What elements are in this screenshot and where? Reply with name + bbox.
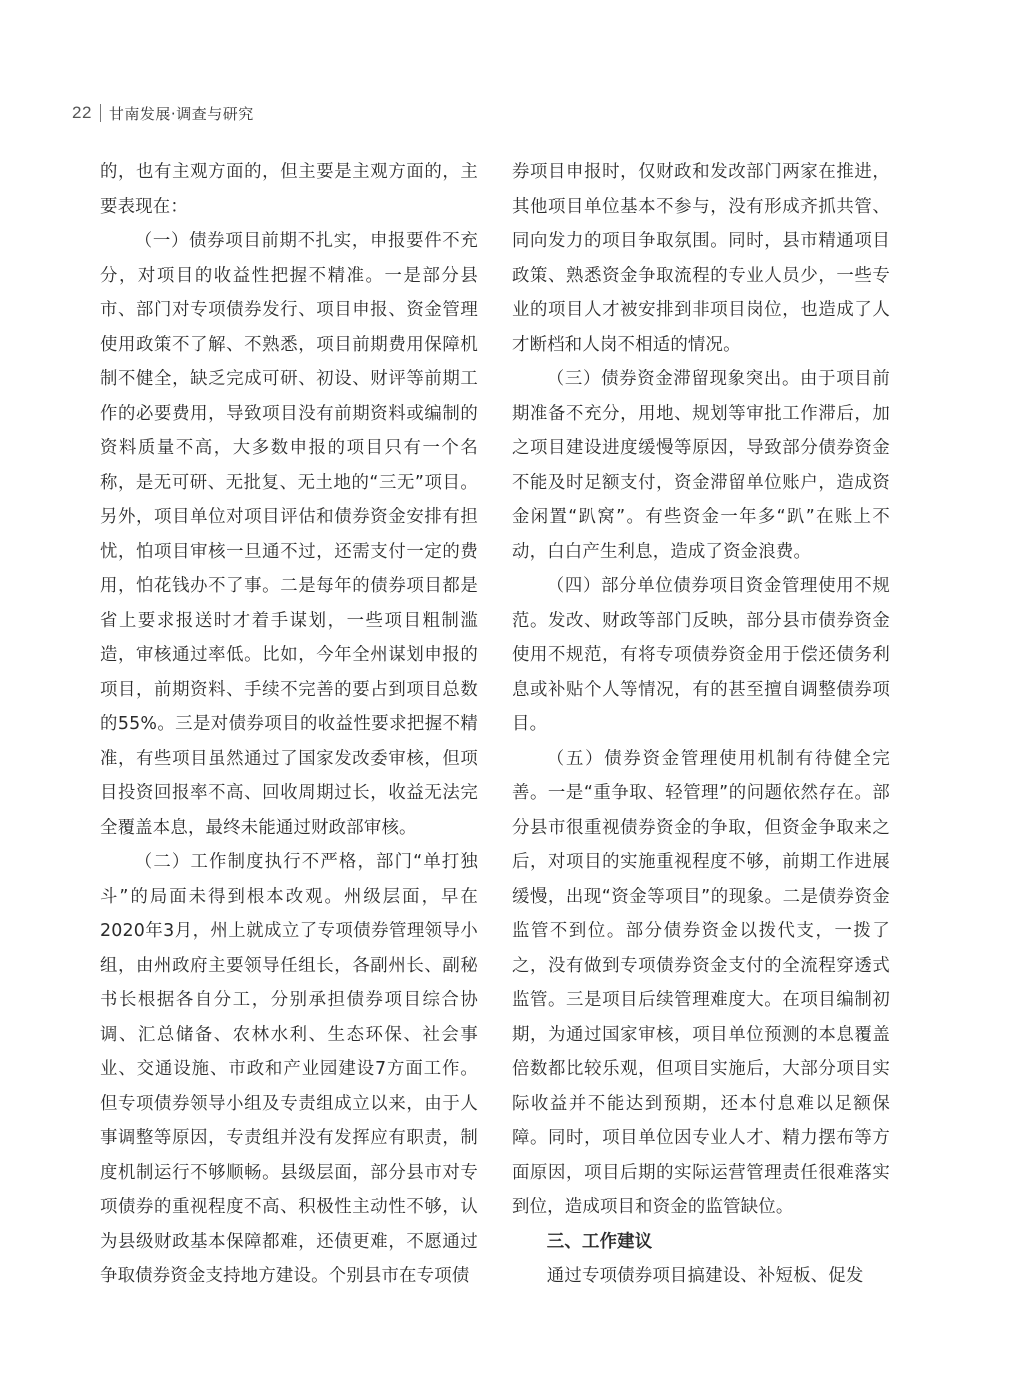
paragraph: （四）部分单位债券项目资金管理使用不规范。发改、财政等部门反映，部分县市债券资金使用不规范，有将专项债券资金用于偿还债务利息或补贴个人等情况，有的甚至擅自调整债券项目。 [512, 576, 890, 734]
page-number: 22 [72, 103, 92, 122]
section-heading: 三、工作建议 [546, 1231, 653, 1252]
paragraph: （三）债券资金滞留现象突出。由于项目前期准备不充分，用地、规划等审批工作滞后，加之项目建设进度缓慢等原因，导致部分债券资金不能及时足额支付，资金滞留单位账户，造成资金闲置“趴窝”。有些资金一年多“趴”在账上不动，白白产生利息，造成了资金浪费。 [512, 369, 890, 562]
right-column [512, 155, 890, 1294]
journal-title: 甘南发展·调查与研究 [108, 104, 254, 123]
paragraph: （一）债券项目前期不扎实，申报要件不充分，对项目的收益性把握不精准。一是部分县市、部门对专项债券发行、项目申报、资金管理使用政策不了解、不熟悉，项目前期费用保障机制不健全，缺乏完成可研、初设、财评等前期工作的必要费用，导致项目没有前期资料或编制的资料质量不高，大多数申报的项目只有一个名称，是无可研、无批复、无土地的“三无”项目。另外，项目单位对项目评估和债券资金安排有担忧，怕项目审核一旦通不过，还需支付一定的费用，怕花钱办不了事。二是每年的债券项目都是省上要求报送时才着手谋划，一些项目粗制滥造，审核通过率低。比如，今年全州谋划申报的项目，前期资料、手续不完善的要占到项目总数的55%。三是对债券项目的收益性要求把握不精准，有些项目虽然通过了国家发改委审核，但项目投资回报率不高、回收周期过长，收益无法完全覆盖本息，最终未能通过财政部审核。 [100, 231, 478, 838]
page-header [72, 100, 254, 126]
left-column [100, 155, 478, 1294]
paragraph: 通过专项债券项目搞建设、补短板、促发 [546, 1266, 864, 1286]
paragraph: （二）工作制度执行不严格，部门“单打独斗”的局面未得到根本改观。州级层面，早在2020年3月，州上就成立了专项债券管理领导小组，由州政府主要领导任组长，各副州长、副秘书长根据各自分工，分别承担债券项目综合协调、汇总储备、农林水利、生态环保、社会事业、交通设施、市政和产业园建设7方面工作。但专项债券领导小组及专责组成立以来，由于人事调整等原因，专责组并没有发挥应有职责，制度机制运行不够顺畅。县级层面，部分县市对专项债券的重视程度不高、积极性主动性不够，认为县级财政基本保障都难，还债更难，不愿通过争取债券资金支持地方建设。个别县市在专项债 [100, 852, 478, 1286]
header-divider [100, 104, 101, 122]
paragraph: 券项目申报时，仅财政和发改部门两家在推进，其他项目单位基本不参与，没有形成齐抓共管、同向发力的项目争取氛围。同时，县市精通项目政策、熟悉资金争取流程的专业人员少，一些专业的项目人才被安排到非项目岗位，也造成了人才断档和人岗不相适的情况。 [512, 162, 890, 355]
paragraph: 的，也有主观方面的，但主要是主观方面的，主要表现在： [100, 162, 478, 217]
paragraph: （五）债券资金管理使用机制有待健全完善。一是“重争取、轻管理”的问题依然存在。部分县市很重视债券资金的争取，但资金争取来之后，对项目的实施重视程度不够，前期工作进展缓慢，出现“资金等项目”的现象。二是债券资金监管不到位。部分债券资金以拨代支，一拨了之，没有做到专项债券资金支付的全流程穿透式监管。三是项目后续管理难度大。在项目编制初期，为通过国家审核，项目单位预测的本息覆盖倍数都比较乐观，但项目实施后，大部分项目实际收益并不能达到预期，还本付息难以足额保障。同时，项目单位因专业人才、精力摆布等方面原因，项目后期的实际运营管理责任很难落实到位，造成项目和资金的监管缺位。 [512, 748, 890, 1217]
